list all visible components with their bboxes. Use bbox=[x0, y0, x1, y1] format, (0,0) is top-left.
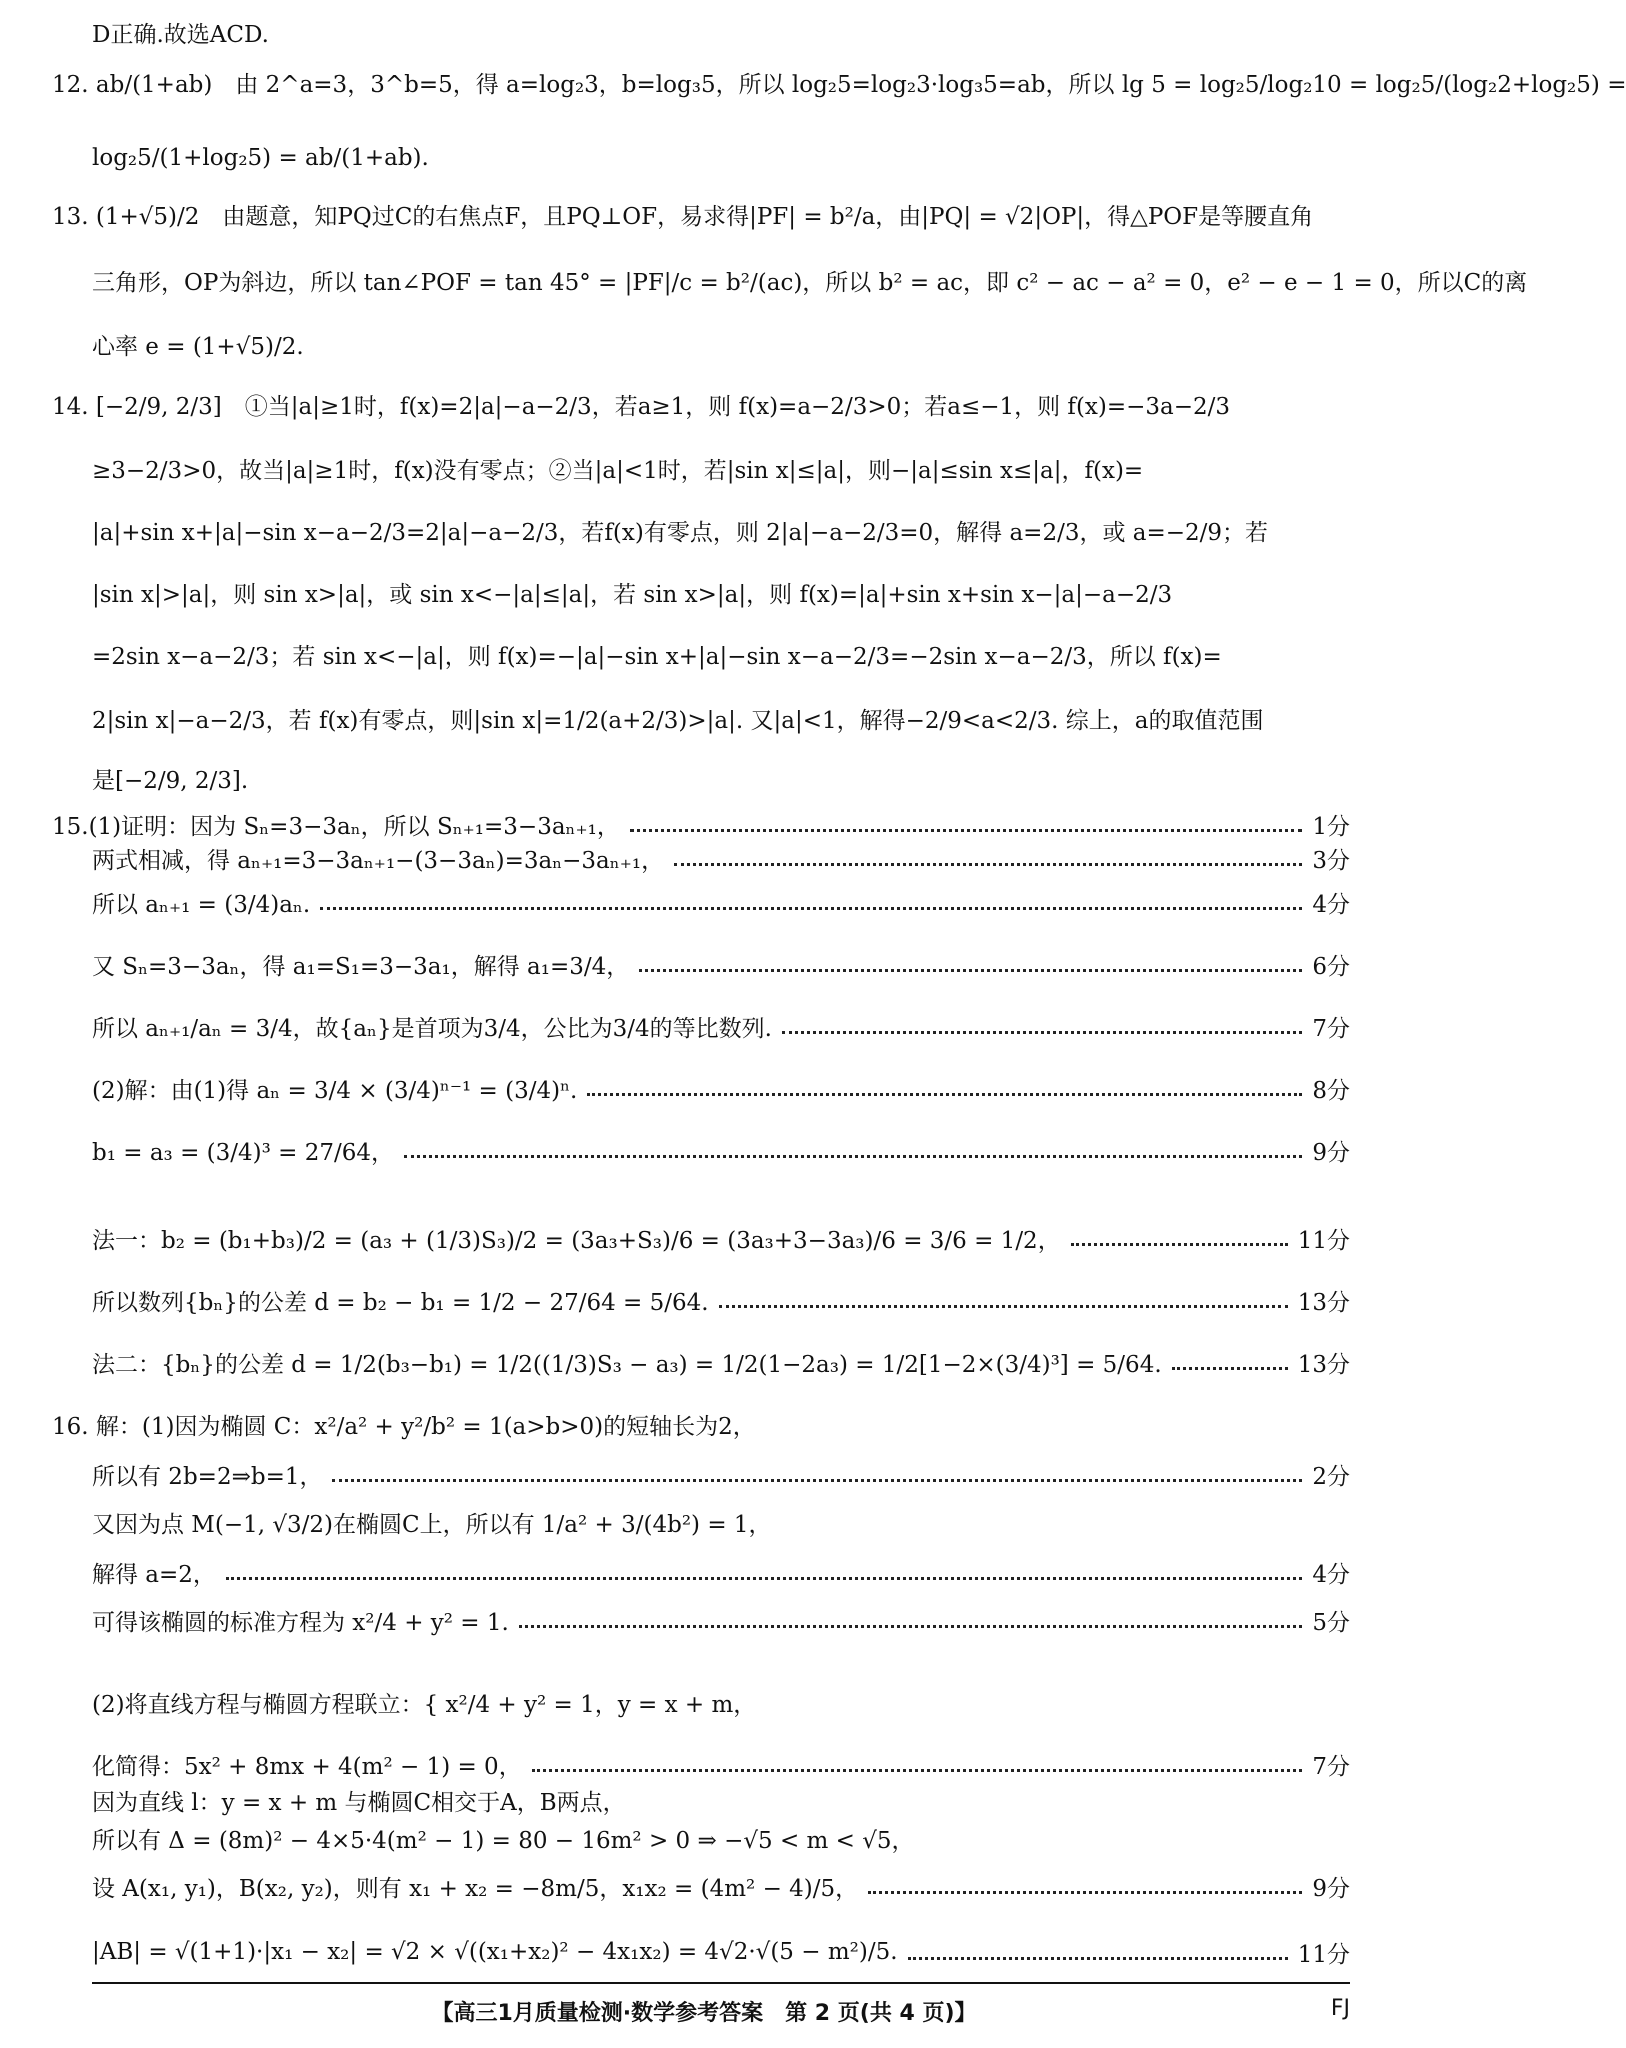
score-label: 9分 bbox=[1312, 1875, 1350, 1902]
score-label: 4分 bbox=[1312, 1561, 1350, 1588]
answer-line bbox=[0, 806, 1408, 842]
footer-title: 【高三1月质量检测·数学参考答案 第 2 页(共 4 页)】 bbox=[431, 2001, 977, 2026]
answer-line bbox=[0, 262, 1528, 298]
answer-line bbox=[0, 140, 1408, 176]
answer-line bbox=[0, 760, 1408, 796]
line-text: 又 Sₙ=3−3aₙ，得 a₁=S₁=3−3a₁，解得 a₁=3/4， bbox=[92, 953, 630, 980]
line-text: 所以 aₙ₊₁ = (3/4)aₙ. bbox=[92, 891, 311, 918]
answer-line bbox=[0, 1344, 1408, 1380]
dot-leader bbox=[532, 1769, 1303, 1772]
score-label: 11分 bbox=[1297, 1941, 1350, 1968]
dot-leader bbox=[630, 829, 1303, 832]
answer-line bbox=[0, 14, 1408, 50]
line-text: 所以有 2b=2⇒b=1， bbox=[92, 1463, 323, 1490]
dot-leader bbox=[719, 1305, 1288, 1308]
line-text: (2)将直线方程与椭圆方程联立：{ x²/4 + y² = 1，y = x + m， bbox=[92, 1691, 757, 1718]
line-text: 所以有 Δ = (8m)² − 4×5·4(m² − 1) = 80 − 16m² > 0 ⇒ −√5 < m < √5， bbox=[92, 1827, 915, 1854]
answer-line bbox=[0, 1282, 1408, 1318]
dot-leader bbox=[519, 1625, 1303, 1628]
line-text: 所以数列{bₙ}的公差 d = b₂ − b₁ = 1/2 − 27/64 = 5/64. bbox=[92, 1289, 709, 1316]
dot-leader bbox=[226, 1577, 1302, 1580]
line-text: (2)解：由(1)得 aₙ = 3/4 × (3/4)ⁿ⁻¹ = (3/4)ⁿ. bbox=[92, 1077, 578, 1104]
answer-line bbox=[0, 574, 1408, 610]
score-label: 5分 bbox=[1312, 1609, 1350, 1636]
line-text: D正确.故选ACD. bbox=[92, 21, 269, 48]
line-text: 2|sin x|−a−2/3，若 f(x)有零点，则|sin x|=1/2(a+2/3)>|a|. 又|a|<1，解得−2/9<a<2/3. 综上，a的取值范围 bbox=[92, 707, 1264, 734]
line-text: 设 A(x₁, y₁)，B(x₂, y₂)，则有 x₁ + x₂ = −8m/5，x₁x₂ = (4m² − 4)/5， bbox=[92, 1875, 859, 1902]
score-label: 8分 bbox=[1312, 1077, 1350, 1104]
answer-line bbox=[0, 1504, 1408, 1540]
dot-leader bbox=[1172, 1367, 1288, 1370]
score-label: 11分 bbox=[1297, 1227, 1350, 1254]
answer-line bbox=[0, 1406, 1408, 1442]
line-text: 因为直线 l：y = x + m 与椭圆C相交于A，B两点， bbox=[92, 1789, 626, 1816]
answer-line bbox=[0, 884, 1408, 920]
answer-line bbox=[0, 450, 1408, 486]
answer-line bbox=[0, 196, 1408, 232]
answer-line bbox=[0, 64, 1626, 100]
line-text: 又因为点 M(−1, √3/2)在椭圆C上，所以有 1/a² + 3/(4b²) = 1， bbox=[92, 1511, 772, 1538]
line-text: 14. [−2/9, 2/3] ①当|a|≥1时，f(x)=2|a|−a−2/3，若a≥1，则 f(x)=a−2/3>0；若a≤−1，则 f(x)=−3a−2/3 bbox=[52, 393, 1231, 420]
answer-line bbox=[0, 512, 1408, 548]
score-label: 13分 bbox=[1297, 1289, 1350, 1316]
dot-leader bbox=[320, 907, 1302, 910]
score-label: 4分 bbox=[1312, 891, 1350, 918]
line-text: 化简得：5x² + 8mx + 4(m² − 1) = 0， bbox=[92, 1753, 522, 1780]
line-text: 法一：b₂ = (b₁+b₃)/2 = (a₃ + (1/3)S₃)/2 = (3a₃+S₃)/6 = (3a₃+3−3a₃)/6 = 3/6 = 1/2， bbox=[92, 1227, 1061, 1254]
page-footer bbox=[0, 1996, 1408, 2027]
answer-line bbox=[0, 1820, 1408, 1856]
line-text: 所以 aₙ₊₁/aₙ = 3/4，故{aₙ}是首项为3/4，公比为3/4的等比数列. bbox=[92, 1015, 772, 1042]
answer-line bbox=[0, 1220, 1408, 1256]
dot-leader bbox=[782, 1031, 1302, 1034]
answer-line bbox=[0, 1008, 1408, 1044]
answer-line bbox=[0, 1782, 1408, 1818]
line-text: 两式相减，得 aₙ₊₁=3−3aₙ₊₁−(3−3aₙ)=3aₙ−3aₙ₊₁， bbox=[92, 847, 665, 874]
line-text: |AB| = √(1+1)·|x₁ − x₂| = √2 × √((x₁+x₂)² − 4x₁x₂) = 4√2·√(5 − m²)/5. bbox=[92, 1939, 898, 1965]
line-text: b₁ = a₃ = (3/4)³ = 27/64， bbox=[92, 1139, 395, 1166]
line-text: 法二：{bₙ}的公差 d = 1/2(b₃−b₁) = 1/2((1/3)S₃ − a₃) = 1/2(1−2a₃) = 1/2[1−2×(3/4)³] = 5/64. bbox=[92, 1351, 1162, 1378]
score-label: 2分 bbox=[1312, 1463, 1350, 1490]
answer-line bbox=[0, 1868, 1408, 1904]
score-label: 7分 bbox=[1312, 1015, 1350, 1042]
answer-line bbox=[0, 386, 1408, 422]
line-text: =2sin x−a−2/3；若 sin x<−|a|，则 f(x)=−|a|−sin x+|a|−sin x−a−2/3=−2sin x−a−2/3，所以 f(x)= bbox=[92, 643, 1222, 670]
answer-line bbox=[0, 1554, 1408, 1590]
line-text: 可得该椭圆的标准方程为 x²/4 + y² = 1. bbox=[92, 1609, 509, 1636]
answer-line bbox=[0, 700, 1408, 736]
line-text: 是[−2/9, 2/3]. bbox=[92, 767, 249, 794]
dot-leader bbox=[404, 1155, 1302, 1158]
answer-line bbox=[0, 1746, 1408, 1782]
answer-line bbox=[0, 1934, 1408, 1970]
dot-leader bbox=[674, 863, 1302, 866]
line-text: ≥3−2/3>0，故当|a|≥1时，f(x)没有零点；②当|a|<1时，若|sin x|≤|a|，则−|a|≤sin x≤|a|，f(x)= bbox=[92, 457, 1144, 484]
line-text: |a|+sin x+|a|−sin x−a−2/3=2|a|−a−2/3，若f(x)有零点，则 2|a|−a−2/3=0，解得 a=2/3，或 a=−2/9；若 bbox=[92, 519, 1269, 546]
score-label: 1分 bbox=[1312, 813, 1350, 840]
answer-line bbox=[0, 1456, 1408, 1492]
line-text: 13. (1+√5)/2 由题意，知PQ过C的右焦点F，且PQ⊥OF，易求得|PF| = b²/a，由|PQ| = √2|OP|，得△POF是等腰直角 bbox=[52, 203, 1314, 230]
footer-code: FJ bbox=[1330, 1996, 1350, 2021]
line-text: 16. 解：(1)因为椭圆 C：x²/a² + y²/b² = 1(a>b>0)的短轴长为2， bbox=[52, 1413, 756, 1440]
answer-line bbox=[0, 1602, 1408, 1638]
score-label: 13分 bbox=[1297, 1351, 1350, 1378]
answer-line bbox=[0, 1070, 1408, 1106]
score-label: 9分 bbox=[1312, 1139, 1350, 1166]
score-label: 3分 bbox=[1312, 847, 1350, 874]
line-text: 12. ab/(1+ab) 由 2^a=3，3^b=5，得 a=log₂3，b=log₃5，所以 log₂5=log₂3·log₃5=ab，所以 lg 5 = log₂5/log₂10 = log₂5/(log₂2+log₂5) = bbox=[52, 71, 1626, 98]
score-label: 6分 bbox=[1312, 953, 1350, 980]
line-text: 三角形，OP为斜边，所以 tan∠POF = tan 45° = |PF|/c = b²/(ac)，所以 b² = ac，即 c² − ac − a² = 0，e² − e − 1 = 0，所以C的离 bbox=[92, 269, 1528, 296]
dot-leader bbox=[908, 1957, 1288, 1960]
answer-line bbox=[0, 1684, 1408, 1720]
dot-leader bbox=[868, 1891, 1302, 1894]
answer-line bbox=[0, 946, 1408, 982]
score-label: 7分 bbox=[1312, 1753, 1350, 1780]
dot-leader bbox=[587, 1093, 1302, 1096]
line-text: |sin x|>|a|，则 sin x>|a|，或 sin x<−|a|≤|a|，若 sin x>|a|，则 f(x)=|a|+sin x+sin x−|a|−a−2/3 bbox=[92, 581, 1173, 608]
answer-line bbox=[0, 840, 1408, 876]
dot-leader bbox=[332, 1479, 1302, 1482]
answer-line bbox=[0, 326, 1408, 362]
line-text: 心率 e = (1+√5)/2. bbox=[92, 333, 304, 360]
dot-leader bbox=[1071, 1243, 1288, 1246]
line-text: 15.(1)证明：因为 Sₙ=3−3aₙ，所以 Sₙ₊₁=3−3aₙ₊₁， bbox=[52, 813, 620, 840]
dot-leader bbox=[639, 969, 1302, 972]
answer-line bbox=[0, 1132, 1408, 1168]
answer-line bbox=[0, 636, 1408, 672]
footer-rule bbox=[92, 1982, 1350, 1984]
line-text: 解得 a=2， bbox=[92, 1561, 216, 1588]
line-text: log₂5/(1+log₂5) = ab/(1+ab). bbox=[92, 145, 429, 171]
